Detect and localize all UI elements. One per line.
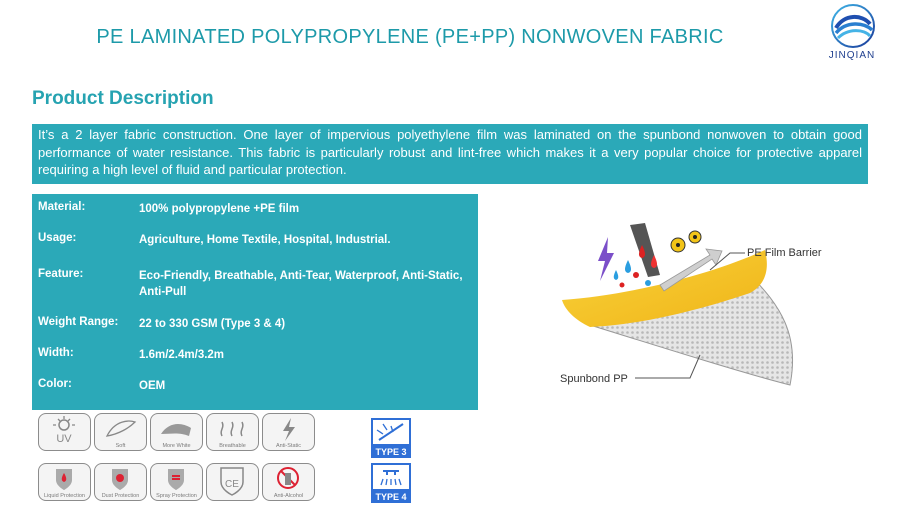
uv-icon — [38, 413, 91, 451]
spec-key: Width: — [38, 347, 74, 359]
icon-label: More White — [162, 443, 191, 449]
icon-label: Soft — [115, 443, 126, 449]
section-title: Product Description — [32, 88, 214, 109]
radiation-icon — [671, 231, 701, 252]
spec-key: Material: — [38, 201, 86, 213]
spec-key: Color: — [38, 378, 72, 390]
liquid-protection-icon — [38, 463, 91, 501]
ce-mark-icon — [206, 463, 259, 501]
type4-label: TYPE 4 — [371, 491, 411, 503]
description-box: It’s a 2 layer fabric construction. One layer of impervious polyethylene film was laminated on the spunbond nonwoven to obtain good performance of water resistance. This fabric is particularly robust and lint-free which makes it a very popular choice for protective apparel requiring a high level of fluid and particular protection. — [32, 124, 868, 184]
spec-value: 100% polypropylene +PE film — [139, 203, 300, 215]
spec-value: Agriculture, Home Textile, Hospital, Industrial. — [139, 234, 391, 246]
anti-alcohol-icon — [262, 463, 315, 501]
spec-key: Feature: — [38, 268, 84, 280]
icon-label: Dust Protection — [101, 493, 140, 499]
fabric-layers-diagram — [550, 215, 850, 400]
spec-table — [32, 194, 478, 410]
pe-film-label: PE Film Barrier — [747, 247, 822, 259]
icon-label: Anti-Static — [275, 443, 302, 449]
spec-key: Weight Range: — [38, 316, 119, 328]
lightning-icon — [598, 237, 614, 281]
anti-static-icon — [262, 413, 315, 451]
icon-label: Spray Protection — [156, 493, 197, 499]
spunbond-label: Spunbond PP — [560, 373, 628, 385]
type4-badge — [371, 463, 411, 503]
ce-text: CE — [225, 479, 239, 490]
logo-text: JINQIAN — [828, 50, 876, 61]
icon-label: Breathable — [219, 443, 246, 449]
spec-value: 22 to 330 GSM (Type 3 & 4) — [139, 318, 286, 330]
blocked-arrow — [630, 223, 660, 277]
page-title: PE LAMINATED POLYPROPYLENE (PE+PP) NONWOVEN FABRIC — [96, 26, 724, 48]
spec-value: OEM — [139, 380, 166, 392]
type3-label: TYPE 3 — [371, 446, 411, 458]
spec-key: Usage: — [38, 232, 77, 244]
icon-label: Anti-Alcohol — [273, 493, 304, 499]
soft-icon — [94, 413, 147, 451]
breathable-icon — [206, 413, 259, 451]
dust-protection-icon — [94, 463, 147, 501]
more-white-icon — [150, 413, 203, 451]
spec-value: 1.6m/2.4m/3.2m — [139, 349, 225, 361]
spec-value: Eco-Friendly, Breathable, Anti-Tear, Waterproof, Anti-Static, Anti-Pull — [139, 270, 463, 298]
type3-badge — [371, 418, 411, 458]
spray-protection-icon — [150, 463, 203, 501]
uv-text: UV — [56, 433, 72, 444]
icon-label: Liquid Protection — [44, 493, 85, 499]
